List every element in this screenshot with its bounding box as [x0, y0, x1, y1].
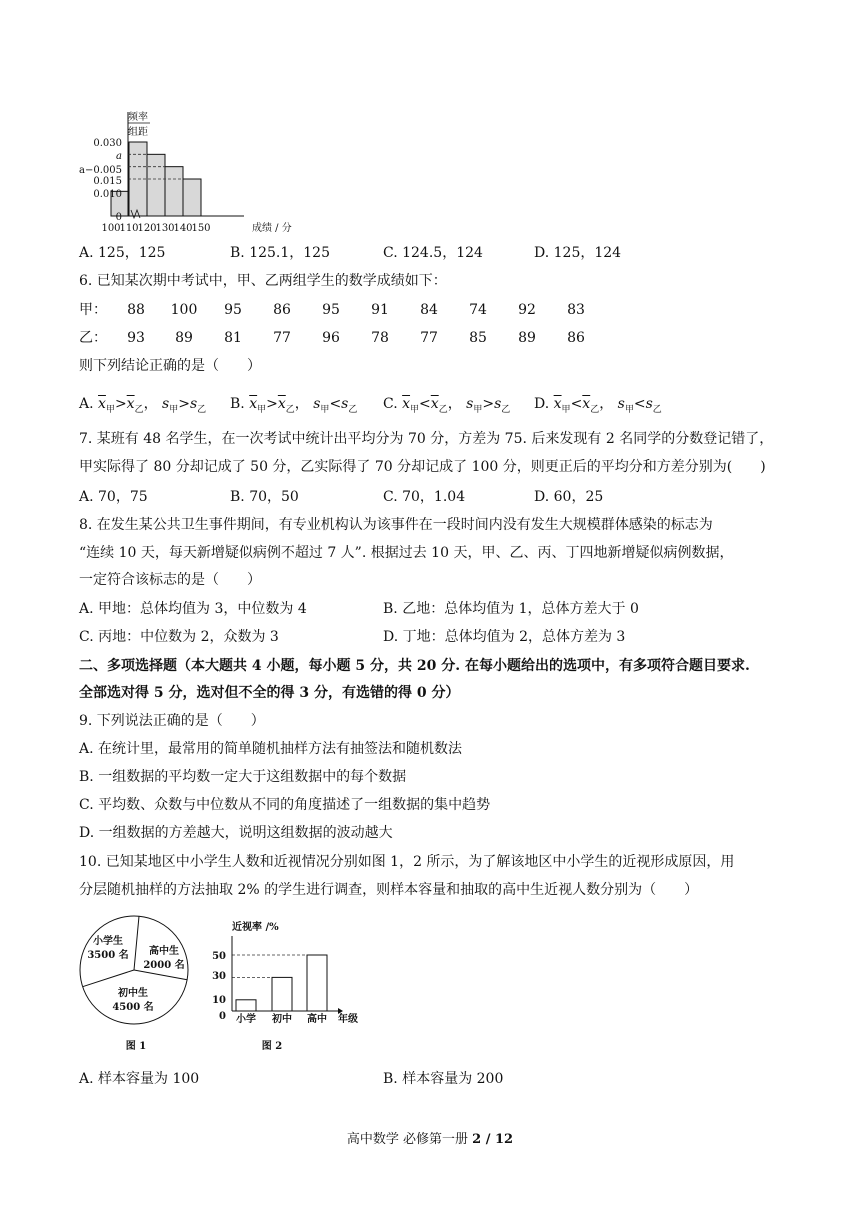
q9-option-d[interactable]: D. 一组数据的方差越大，说明这组数据的波动越大 [79, 825, 393, 841]
q6-row-yi [79, 328, 679, 348]
q6-stem: 6. 已知某次期中考试中，甲、乙两组学生的数学成绩如下： [79, 273, 447, 289]
q6-ask: 则下列结论正确的是（ ） [79, 358, 261, 374]
q8-option-c[interactable]: C. 丙地：中位数为 2，众数为 3 [79, 629, 279, 645]
q8-line-3: 一定符合该标志的是（ ） [79, 572, 261, 588]
q10-line-2: 分层随机抽样的方法抽取 2% 的学生进行调查，则样本容量和抽取的高中生近视人数分别为（ ） [79, 882, 699, 898]
q10-option-a[interactable]: A. 样本容量为 100 [79, 1071, 200, 1087]
footer-subject: 高中数学 必修第一册 [346, 1132, 473, 1147]
score-histogram [76, 104, 336, 238]
pie-count-senior: 2000 名 [143, 960, 185, 971]
q6-jia-score: 100 [170, 302, 198, 318]
section-2-heading-line-2: 全部选对得 5 分，选对但不全的得 3 分，有选错的得 0 分） [79, 685, 460, 701]
pie-caption: 图 1 [125, 1041, 147, 1052]
q6-jia-score: 91 [371, 302, 389, 318]
q6-yi-score: 96 [322, 330, 340, 346]
myopia-y-tick: 10 [212, 995, 226, 1006]
page-footer [0, 1128, 860, 1147]
q6-yi-score: 81 [224, 330, 242, 346]
q6-option-b[interactable]: B. $\overline{x}_甲>\overline{x}_乙$， $s_甲<s_乙$ [230, 396, 358, 415]
hist-y-title-top: 频率 [128, 112, 148, 123]
hist-y-title-bottom: 组距 [128, 127, 148, 138]
q6-yi-score: 85 [469, 330, 487, 346]
hist-y-tick: a [116, 151, 122, 162]
hist-x-tick: 100 [101, 223, 121, 234]
q7-option-c[interactable]: C. 70，1.04 [383, 489, 466, 505]
q6-yi-score: 86 [567, 330, 585, 346]
q7-line-1: 7. 某班有 48 名学生，在一次考试中统计出平均分为 70 分，方差为 75. 后来发现有 2 名同学的分数登记错了， [79, 431, 774, 447]
hist-y-tick: 0.010 [93, 189, 122, 200]
pie-divider [134, 916, 139, 970]
q5-option-c[interactable]: C. 124.5，124 [383, 245, 483, 261]
myopia-rate-bar-chart [210, 912, 370, 1057]
q6-yi-score: 77 [420, 330, 438, 346]
q8-line-2: “连续 10 天，每天新增疑似病例不超过 7 人”. 根据过去 10 天，甲、乙、丙、丁四地新增疑似病例数据， [79, 545, 734, 561]
hist-x-tick: 150 [191, 223, 211, 234]
myopia-x-tick: 初中 [272, 1014, 292, 1025]
q6-row-yi-label: 乙： [79, 330, 107, 346]
q7-option-a[interactable]: A. 70，75 [79, 489, 148, 505]
hist-x-tick: 140 [173, 223, 193, 234]
q5-option-b[interactable]: B. 125.1，125 [230, 245, 330, 261]
q5-option-d[interactable]: D. 125，124 [534, 245, 622, 261]
hist-x-tick: 130 [155, 223, 175, 234]
hist-y-tick: a−0.005 [79, 165, 122, 176]
q6-option-d[interactable]: D. $\overline{x}_甲<\overline{x}_乙$， $s_甲<s_乙$ [534, 396, 662, 415]
q9-option-a[interactable]: A. 在统计里，最常用的简单随机抽样方法有抽签法和随机数法 [79, 741, 463, 757]
q6-yi-score: 89 [175, 330, 193, 346]
q9-option-b[interactable]: B. 一组数据的平均数一定大于这组数据中的每个数据 [79, 769, 407, 785]
q6-jia-score: 74 [469, 302, 487, 318]
myopia-x-tick: 高中 [307, 1014, 327, 1025]
hist-y-tick: 0.015 [93, 176, 122, 187]
myopia-bar [307, 955, 327, 1011]
q6-jia-score: 86 [273, 302, 291, 318]
myopia-bar [236, 1000, 256, 1011]
myopia-x-title: 年级 [338, 1014, 358, 1025]
myopia-y-tick: 50 [212, 951, 226, 962]
q6-jia-score: 95 [224, 302, 242, 318]
q8-option-b[interactable]: B. 乙地：总体均值为 1，总体方差大于 0 [383, 601, 639, 617]
q6-yi-score: 77 [273, 330, 291, 346]
q7-option-b[interactable]: B. 70，50 [230, 489, 299, 505]
section-2-heading-line-1: 二、多项选择题（本大题共 4 小题，每小题 5 分，共 20 分. 在每小题给出的选项中，有多项符合题目要求. [79, 658, 750, 674]
q6-row-jia-label: 甲： [79, 302, 107, 318]
myopia-y-tick: 0 [219, 1011, 226, 1022]
hist-x-tick: 110 [119, 223, 139, 234]
myopia-y-tick: 30 [212, 971, 226, 982]
student-count-pie-chart [76, 912, 196, 1057]
pie-divider [83, 970, 134, 987]
myopia-x-tick: 小学 [236, 1014, 256, 1025]
q9-stem: 9. 下列说法正确的是（ ） [79, 713, 265, 729]
myopia-y-title: 近视率 /% [232, 922, 279, 933]
q6-jia-score: 83 [567, 302, 585, 318]
q6-yi-score: 89 [518, 330, 536, 346]
q5-option-a[interactable]: A. 125，125 [79, 245, 166, 261]
pie-count-primary: 3500 名 [87, 950, 129, 961]
q6-row-jia [79, 300, 679, 320]
myopia-caption: 图 2 [261, 1041, 283, 1052]
q6-jia-score: 95 [322, 302, 340, 318]
q6-yi-score: 78 [371, 330, 389, 346]
q6-jia-score: 88 [127, 302, 145, 318]
pie-label-senior: 高中生 [149, 946, 179, 957]
hist-bar [183, 179, 201, 216]
q7-option-d[interactable]: D. 60，25 [534, 489, 604, 505]
q10-line-1: 10. 已知某地区中小学生人数和近视情况分别如图 1，2 所示，为了解该地区中小学生的近视形成原因，用 [79, 854, 735, 870]
q6-option-c[interactable]: C. $\overline{x}_甲<\overline{x}_乙$， $s_甲>s_乙$ [383, 396, 511, 415]
q6-jia-score: 84 [420, 302, 438, 318]
q8-line-1: 8. 在发生某公共卫生事件期间，有专业机构认为该事件在一段时间内没有发生大规模群体感染的标志为 [79, 517, 713, 533]
q6-jia-score: 92 [518, 302, 536, 318]
hist-y-tick: 0.030 [93, 138, 122, 149]
pie-label-junior: 初中生 [118, 988, 148, 999]
hist-bar [165, 167, 183, 216]
hist-y-tick: 0 [115, 212, 122, 223]
q6-yi-score: 93 [127, 330, 145, 346]
pie-label-primary: 小学生 [93, 936, 123, 947]
hist-bar [147, 154, 165, 216]
pie-divider [134, 970, 187, 980]
hist-x-tick: 120 [137, 223, 157, 234]
q8-option-d[interactable]: D. 丁地：总体均值为 2，总体方差为 3 [383, 629, 626, 645]
hist-x-title: 成绩 / 分 [252, 223, 292, 234]
myopia-bar [272, 977, 292, 1011]
q10-option-b[interactable]: B. 样本容量为 200 [383, 1071, 504, 1087]
q7-line-2: 甲实际得了 80 分却记成了 50 分，乙实际得了 70 分却记成了 100 分，则更正后的平均分和方差分别为( ) [79, 459, 766, 475]
q8-option-a[interactable]: A. 甲地：总体均值为 3，中位数为 4 [79, 601, 307, 617]
page-number: 2 / 12 [472, 1132, 514, 1147]
pie-count-junior: 4500 名 [112, 1002, 154, 1013]
q9-option-c[interactable]: C. 平均数、众数与中位数从不同的角度描述了一组数据的集中趋势 [79, 797, 491, 813]
q6-option-a[interactable]: A. $\overline{x}_甲>\overline{x}_乙$， $s_甲>s_乙$ [79, 396, 207, 415]
